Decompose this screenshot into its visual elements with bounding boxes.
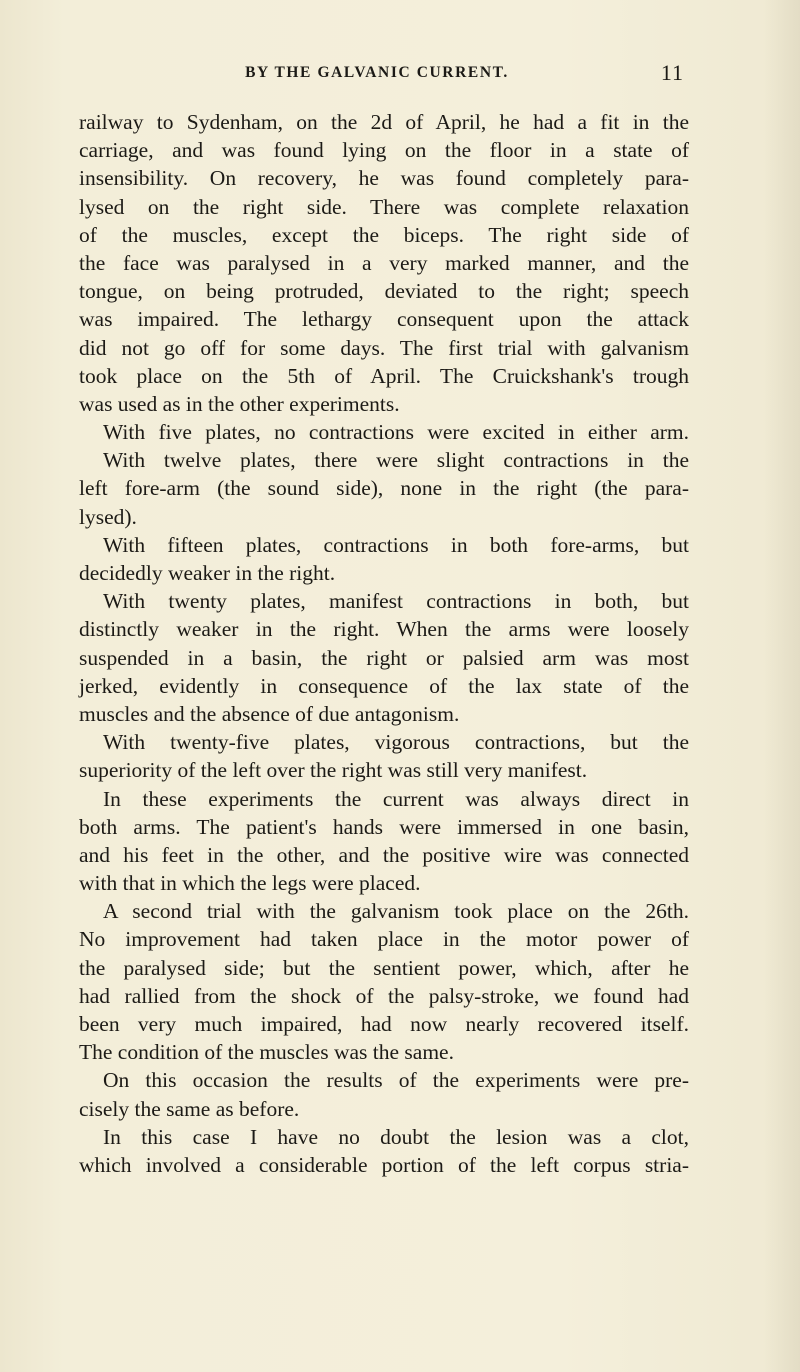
text-line: In this case I have no doubt the lesion was a clot, (103, 1124, 689, 1149)
text-line: was impaired. The lethargy consequent upon the attack (79, 307, 689, 332)
text-line: insensibility. On recovery, he was found completely para- (79, 166, 689, 191)
running-head (70, 62, 684, 88)
text-line: the paralysed side; but the sentient power, which, after he (79, 955, 689, 980)
text-line: with that in which the legs were placed. (79, 871, 421, 896)
body-text (79, 108, 689, 1179)
page-number: 11 (660, 60, 684, 85)
text-line: With fifteen plates, contractions in both fore-arms, but (103, 532, 689, 557)
text-line: of the muscles, except the biceps. The right side of (79, 222, 689, 247)
text-line: which involved a considerable portion of the left corpus stria- (79, 1152, 689, 1177)
text-line: lysed on the right side. There was complete relaxation (79, 194, 689, 219)
text-line: With twenty plates, manifest contractions in both, but (103, 589, 689, 614)
text-line: In these experiments the current was always direct in (103, 786, 689, 811)
text-line: been very much impaired, had now nearly recovered itself. (79, 1012, 689, 1036)
text-line: and his feet in the other, and the positive wire was connected (79, 842, 689, 867)
text-line: decidedly weaker in the right. (79, 561, 336, 585)
text-line: superiority of the left over the right was still very manifest. (79, 758, 588, 783)
text-line: No improvement had taken place in the motor power of (79, 927, 689, 952)
text-line: did not go off for some days. The first trial with galvanism (79, 335, 689, 360)
text-line: cisely the same as before. (79, 1096, 300, 1121)
text-line: left fore-arm (the sound side), none in the right (the para- (79, 476, 689, 501)
text-line: A second trial with the galvanism took place on the 26th. (103, 899, 689, 924)
text-line: the face was paralysed in a very marked manner, and the (79, 250, 689, 275)
text-line: railway to Sydenham, on the 2d of April, he had a fit in the (79, 110, 689, 134)
text-line: On this occasion the results of the experiments were pre- (103, 1068, 689, 1093)
text-line: suspended in a basin, the right or palsied arm was most (79, 645, 689, 670)
text-line: was used as in the other experiments. (79, 391, 400, 416)
text-line: took place on the 5th of April. The Cruickshank's trough (79, 363, 689, 388)
text-line: lysed). (79, 504, 137, 529)
page-edge-shadow (764, 0, 800, 1372)
text-line: jerked, evidently in consequence of the lax state of the (79, 673, 689, 698)
text-line: both arms. The patient's hands were immersed in one basin, (79, 814, 689, 839)
text-line: The condition of the muscles was the same. (79, 1040, 454, 1065)
text-line: With five plates, no contractions were excited in either arm. (103, 420, 689, 445)
text-line: tongue, on being protruded, deviated to the right; speech (79, 279, 689, 304)
text-line: had rallied from the shock of the palsy-stroke, we found had (79, 983, 689, 1008)
text-line: muscles and the absence of due antagonism. (79, 701, 460, 726)
text-line: With twelve plates, there were slight contractions in the (103, 448, 689, 473)
text-line: carriage, and was found lying on the floor in a state of (79, 138, 689, 163)
text-line: With twenty-five plates, vigorous contractions, but the (103, 730, 689, 755)
running-title: BY THE GALVANIC CURRENT. (245, 64, 509, 81)
text-line: distinctly weaker in the right. When the arms were loosely (79, 617, 689, 642)
